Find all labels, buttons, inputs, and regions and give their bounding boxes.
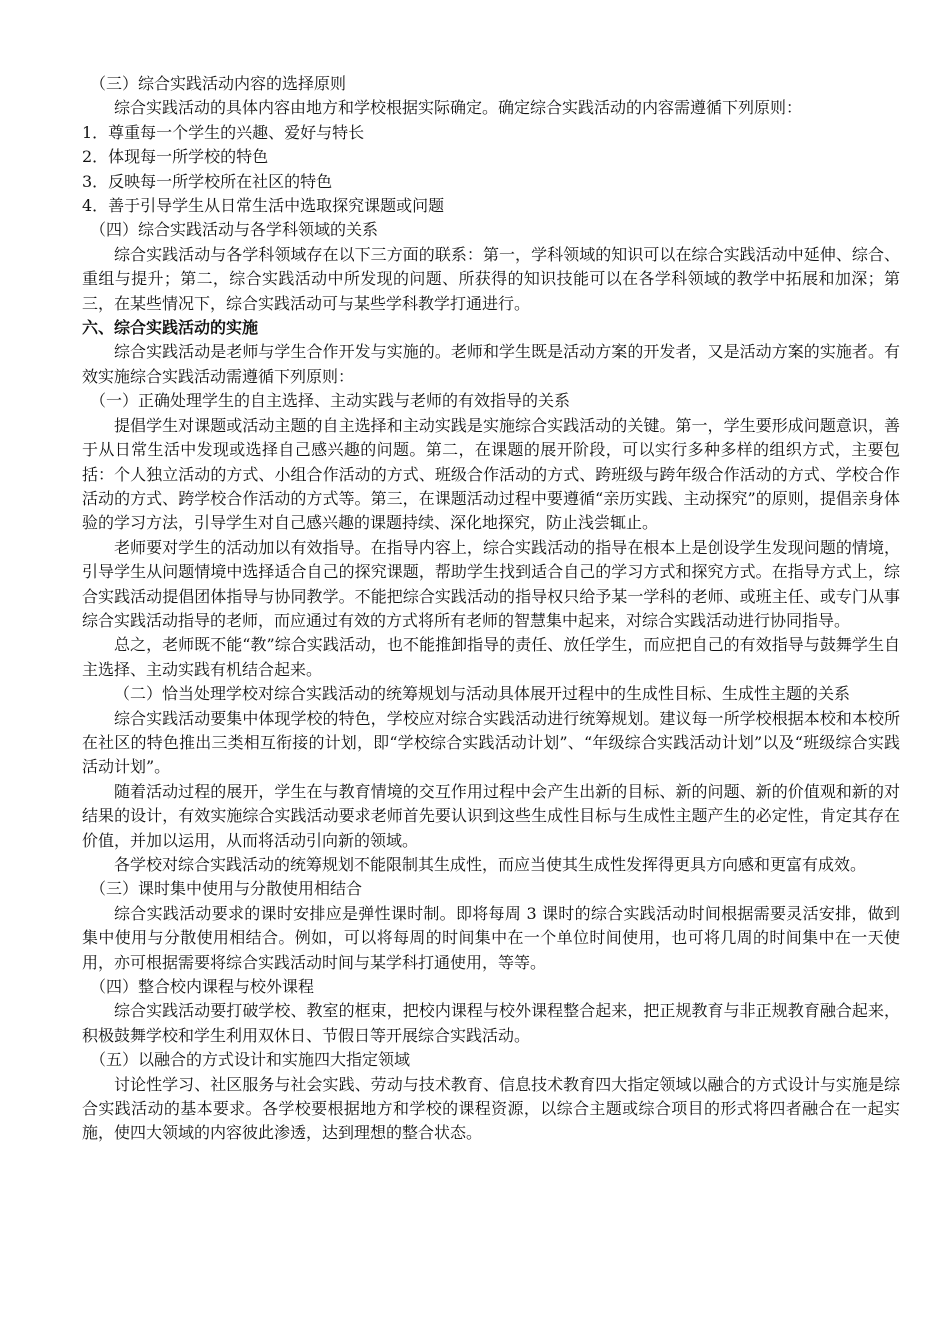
paragraph: 讨论性学习、社区服务与社会实践、劳动与技术教育、信息技术教育四大指定领域以融合的方式设计与实施是综合实践活动的基本要求。各学校要根据地方和学校的课程资源，以综合主题或综合项目的形式将四者融合在一起实施，使四大领域的内容彼此渗透，达到理想的整合状态。	[82, 1074, 900, 1143]
paragraph: 综合实践活动与各学科领域存在以下三方面的联系：第一，学科领域的知识可以在综合实践活动中延伸、综合、重组与提升；第二，综合实践活动中所发现的问题、所获得的知识技能可以在各学科领域的教学中拓展和加深；第三，在某些情况下，综合实践活动可与某些学科教学打通进行。	[82, 244, 900, 313]
paragraph: 综合实践活动要集中体现学校的特色，学校应对综合实践活动进行统筹规划。建议每一所学校根据本校和本校所在社区的特色推出三类相互衔接的计划，即“学校综合实践活动计划”、“年级综合实践活动计划”以及“班级综合实践活动计划”。	[82, 708, 900, 777]
list-item: 1．尊重每一个学生的兴趣、爱好与特长	[82, 122, 365, 142]
subsection-heading: （三）综合实践活动内容的选择原则	[90, 74, 347, 93]
list-item: 4．善于引导学生从日常生活中选取探究课题或问题	[82, 196, 445, 216]
subsection-heading: （五）以融合的方式设计和实施四大指定领域	[90, 1050, 411, 1070]
paragraph: 综合实践活动要求的课时安排应是弹性课时制。即将每周 3 课时的综合实践活动时间根据需要灵活安排，做到集中使用与分散使用相结合。例如，可以将每周的时间集中在一个单位时间使用，也可将几周的时间集中在一天使用，亦可根据需要将综合实践活动时间与某学科打通使用，等等。	[82, 903, 900, 972]
paragraph: 老师要对学生的活动加以有效指导。在指导内容上，综合实践活动的指导在根本上是创设学生发现问题的情境，引导学生从问题情境中选择适合自己的探究课题，帮助学生找到适合自己的学习方式和探究方式。在指导方式上，综合实践活动提倡团体指导与协同教学。不能把综合实践活动的指导权只给予某一学科的老师、或班主任、或专门从事综合实践活动指导的老师，而应通过有效的方式将所有老师的智慧集中起来，对综合实践活动进行协同指导。	[82, 537, 900, 630]
paragraph: 提倡学生对课题或活动主题的自主选择和主动实践是实施综合实践活动的关键。第一，学生要形成问题意识，善于从日常生活中发现或选择自己感兴趣的问题。第二，在课题的展开阶段，可以实行多种多样的组织方式，主要包括：个人独立活动的方式、小组合作活动的方式、班级合作活动的方式、跨班级与跨年级合作活动的方式、学校合作活动的方式、跨学校合作活动的方式等。第三，在课题活动过程中要遵循“亲历实践、主动探究”的原则，提倡亲身体验的学习方法，引导学生对自己感兴趣的课题持续、深化地探究，防止浅尝辄止。	[82, 415, 900, 533]
subsection-heading: （三）课时集中使用与分散使用相结合	[90, 879, 363, 899]
paragraph: 随着活动过程的展开，学生在与教育情境的交互作用过程中会产生出新的目标、新的问题、新的价值观和新的对结果的设计，有效实施综合实践活动要求老师首先要认识到这些生成性目标与生成性主题产生的必定性，肯定其存在价值，并加以运用，从而将活动引向新的领域。	[82, 781, 900, 850]
section-heading: 六、综合实践活动的实施	[82, 318, 259, 338]
list-item: 3．反映每一所学校所在社区的特色	[82, 171, 333, 191]
list-item: 2．体现每一所学校的特色	[82, 147, 269, 167]
paragraph: 综合实践活动是老师与学生合作开发与实施的。老师和学生既是活动方案的开发者，又是活动方案的实施者。有效实施综合实践活动需遵循下列原则：	[82, 342, 900, 386]
paragraph: 综合实践活动的具体内容由地方和学校根据实际确定。确定综合实践活动的内容需遵循下列原则：	[114, 98, 803, 118]
subsection-heading: （四）综合实践活动与各学科领域的关系	[90, 220, 379, 240]
paragraph: 总之，老师既不能“教”综合实践活动，也不能推卸指导的责任、放任学生，而应把自己的有效指导与鼓舞学生自主选择、主动实践有机结合起来。	[82, 635, 900, 679]
subsection-heading: （四）整合校内课程与校外课程	[90, 977, 315, 997]
paragraph: 各学校对综合实践活动的统筹规划不能限制其生成性，而应当使其生成性发挥得更具方向感和更富有成效。	[114, 855, 867, 874]
subsection-heading: （一）正确处理学生的自主选择、主动实践与老师的有效指导的关系	[90, 391, 571, 411]
paragraph: 综合实践活动要打破学校、教室的框束，把校内课程与校外课程整合起来，把正规教育与非正规教育融合起来，积极鼓舞学校和学生利用双休日、节假日等开展综合实践活动。	[82, 1001, 900, 1045]
subsection-heading: （二）恰当处理学校对综合实践活动的统筹规划与活动具体展开过程中的生成性目标、生成性主题的关系	[114, 684, 851, 704]
